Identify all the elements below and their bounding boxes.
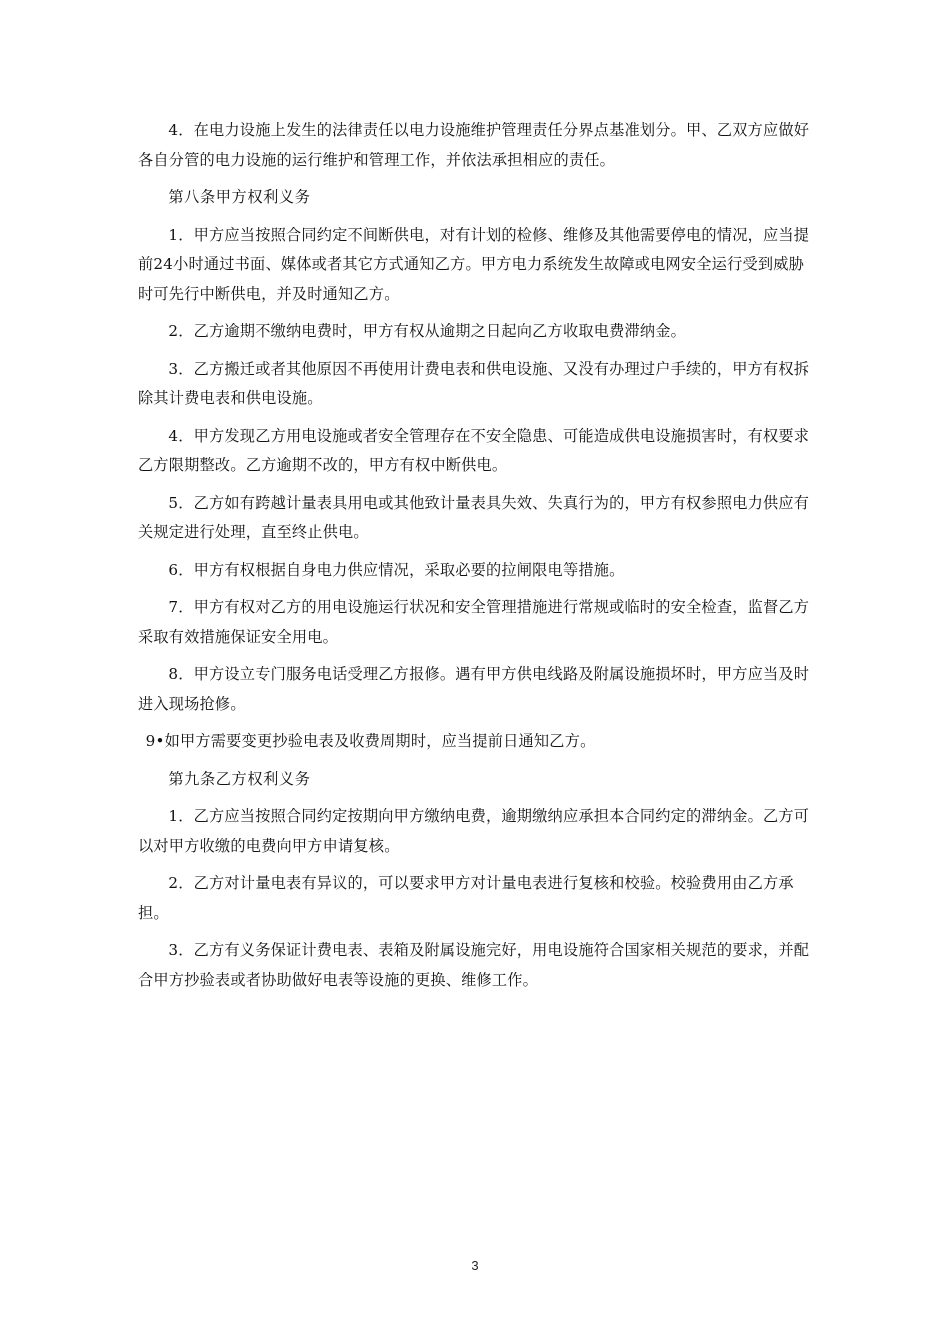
- paragraph-article8-item1: 1．甲方应当按照合同约定不间断供电，对有计划的检修、维修及其他需要停电的情况，应当提前24小时通过书面、媒体或者其它方式通知乙方。甲方电力系统发生故障或电网安全运行受到威胁时可先行中断供电，并及时通知乙方。: [138, 225, 810, 303]
- heading-article8: 第八条甲方权利义务: [168, 188, 311, 206]
- paragraph-article7-item4: 4．在电力设施上发生的法律责任以电力设施维护管理责任分界点基准划分。甲、乙双方应做好各自分管的电力设施的运行维护和管理工作，并依法承担相应的责任。: [138, 121, 810, 169]
- paragraph-article8-item4: 4．甲方发现乙方用电设施或者安全管理存在不安全隐患、可能造成供电设施损害时，有权要求乙方限期整改。乙方逾期不改的，甲方有权中断供电。: [138, 426, 810, 474]
- paragraph-article8-item7: 7．甲方有权对乙方的用电设施运行状况和安全管理措施进行常规或临时的安全检查，监督乙方采取有效措施保证安全用电。: [138, 598, 810, 646]
- paragraph-article9-item2: 2．乙方对计量电表有异议的，可以要求甲方对计量电表进行复核和校验。校验费用由乙方承担。: [138, 874, 794, 922]
- heading-article9: 第九条乙方权利义务: [168, 769, 311, 788]
- paragraph-article8-item8: 8．甲方设立专门服务电话受理乙方报修。遇有甲方供电线路及附属设施损坏时，甲方应当及时进入现场抢修。: [138, 665, 810, 713]
- paragraph-article8-item6: 6．甲方有权根据自身电力供应情况，采取必要的拉闸限电等措施。: [168, 560, 625, 579]
- paragraph-article8-item5: 5．乙方如有跨越计量表具用电或其他致计量表具失效、失真行为的，甲方有权参照电力供应有关规定进行处理，直至终止供电。: [138, 493, 810, 541]
- paragraph-article9-item1: 1．乙方应当按照合同约定按期向甲方缴纳电费，逾期缴纳应承担本合同约定的滞纳金。乙方可以对甲方收缴的电费向甲方申请复核。: [138, 807, 810, 855]
- paragraph-article8-item3: 3．乙方搬迁或者其他原因不再使用计费电表和供电设施、又没有办理过户手续的，甲方有权拆除其计费电表和供电设施。: [138, 359, 810, 407]
- document-body: [138, 116, 818, 1003]
- paragraph-article8-item2: 2．乙方逾期不缴纳电费时，甲方有权从逾期之日起向乙方收取电费滞纳金。: [168, 322, 687, 340]
- paragraph-article9-item3: 3．乙方有义务保证计费电表、表箱及附属设施完好，用电设施符合国家相关规范的要求，并配合甲方抄验表或者协助做好电表等设施的更换、维修工作。: [138, 941, 810, 989]
- page-number: 3: [471, 1258, 479, 1273]
- paragraph-article8-item9: 9•如甲方需要变更抄验电表及收费周期时，应当提前日通知乙方。: [145, 732, 596, 750]
